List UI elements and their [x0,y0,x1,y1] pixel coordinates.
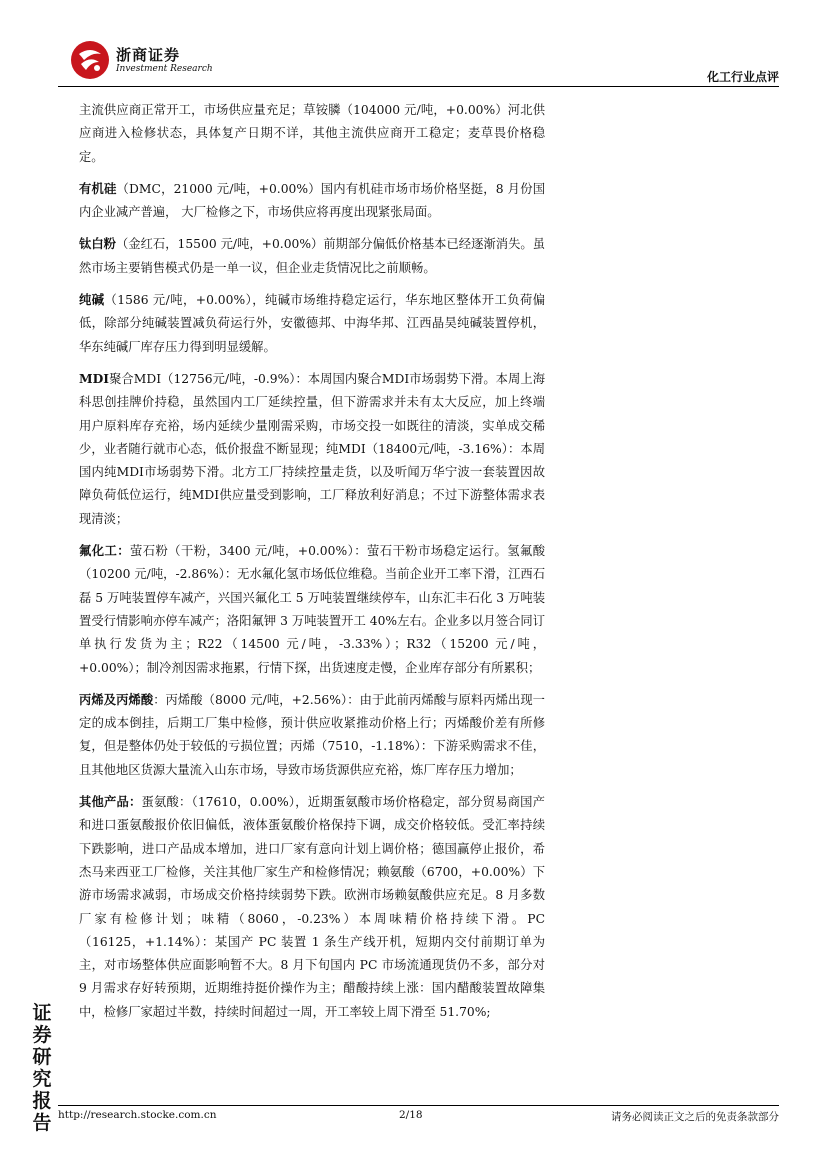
brand-name-en: Investment Research [116,64,213,74]
paragraph-text: （金红石，15500 元/吨，+0.00%）前期部分偏低价格基本已经逐渐消失。虽然市场主要销售模式仍是一单一议，但企业走货情况比之前顺畅。 [79,237,545,275]
zheshang-logo-icon [70,40,110,80]
report-body [79,98,545,1032]
paragraph-text: 主流供应商正常开工，市场供应量充足；草铵膦（104000 元/吨，+0.00%）河北供应商进入检修状态，具体复产日期不详，其他主流供应商开工稳定；麦草畏价格稳定。 [79,103,545,164]
report-type-label: 化工行业点评 [706,70,779,84]
paragraph-term: 有机硅 [79,180,117,196]
footer-disclaimer: 请务必阅读正文之后的免责条款部分 [611,1111,779,1123]
paragraph-silicone [79,177,545,225]
side-label-char: 报 [32,1090,52,1112]
paragraph-propylene [79,688,545,782]
paragraph-titanium-dioxide [79,232,545,280]
paragraph-term: 氟化工： [79,543,131,559]
side-label [30,1002,54,1134]
paragraph-text: （DMC，21000 元/吨，+0.00%）国内有机硅市场市场价格坚挺，8 月份国内企业减产普遍， 大厂检修之下，市场供应将再度出现紧张局面。 [79,181,545,220]
paragraph-term: MDI [79,370,110,386]
brand-name-cn: 浙商证券 [116,46,181,64]
paragraph-other-products [79,790,545,1024]
paragraph-text: 蛋氨酸：（17610，0.00%），近期蛋氨酸市场价格稳定，部分贸易商国产和进口蛋氨酸报价依旧偏低，液体蛋氨酸价格保持下调，成交价格较低。受汇率持续下跌影响，进口产品成本增加，进口厂家有意向计划上调价格；德国赢停止报价，希杰马来西亚工厂检修，关注其他厂家生产和检修情况；赖氨酸（6700，+0.00%）下游市场需求减弱，市场成交价格持续弱势下跌。欧洲市场赖氨酸供应充足。8 月多数厂家有检修计划；味精（8060，-0.23%）本周味精价格持续下滑。PC（16125，+1.14%）：某国产 PC 装置 1 条生产线开机，短期内交付前期订单为主，对市场整体供应面影响暂不大。8 月下旬国内 PC 市场流通现货仍不多，部分对 9 月需求存好转预期，近期维持挺价操作为主；醋酸持续上涨：国内醋酸装置故障集中，检修厂家超过半数，持续时间超过一周，开工率较上周下滑至 51.70%; [79,795,545,1019]
page-number: 2/18 [399,1109,423,1121]
header-divider [58,86,779,87]
paragraph-term: 丙烯及丙烯酸 [79,691,154,707]
paragraph-soda-ash [79,288,545,359]
paragraph-term: 钛白粉 [79,236,116,252]
paragraph-term: 纯碱 [79,292,105,308]
page-header [0,0,827,90]
paragraph-fluorochemical [79,539,545,680]
paragraph-mdi [79,367,545,531]
paragraph-herbicide [79,98,545,169]
side-label-char: 告 [32,1112,52,1134]
paragraph-text: 聚合MDI（12756元/吨，-0.9%）：本周国内聚合MDI市场弱势下滑。本周上海科思创挂牌价持稳，虽然国内工厂延续控量，但下游需求并未有太大反应，加上终端用户原料库存充裕，场内延续少量刚需采购，市场交投一如既往的清淡，实单成交稀少，业者随行就市心态，低价报盘不断显现；纯MDI（18400元/吨，-3.16%）：本周国内纯MDI市场弱势下滑。北方工厂持续控量走货，以及听闻万华宁波一套装置因故障负荷低位运行，纯MDI供应量受到影响，工厂释放利好消息；不过下游整体需求表现清淡； [79,371,545,526]
side-label-char: 究 [32,1068,52,1090]
footer-divider [58,1105,779,1106]
paragraph-term: 其他产品： [79,794,142,810]
paragraph-text: ：丙烯酸（8000 元/吨，+2.56%）：由于此前丙烯酸与原料丙烯出现一定的成本倒挂，后期工厂集中检修，预计供应收紧推动价格上行；丙烯酸价差有所修复，但是整体仍处于较低的亏损位置；丙烯（7510，-1.18%）：下游采购需求不佳，且其他地区货源大量流入山东市场，导致市场货源供应充裕，炼厂库存压力增加； [79,692,545,777]
paragraph-text: （1586 元/吨，+0.00%），纯碱市场维持稳定运行，华东地区整体开工负荷偏低，除部分纯碱装置减负荷运行外，安徽德邦、中海华邦、江西晶昊纯碱装置停机，华东纯碱厂库存压力得到明显缓解。 [79,293,545,354]
paragraph-text: 萤石粉（干粉，3400 元/吨，+0.00%）：萤石干粉市场稳定运行。氢氟酸（10200 元/吨，-2.86%）：无水氟化氢市场低位维稳。当前企业开工率下滑，江西石磊 5 万吨装置停车减产，兴国兴氟化工 5 万吨装置继续停车，山东汇丰石化 3 万吨装置受行情影响亦停车减产；洛阳氟钾 3 万吨装置开工 40%左右。企业多以月签合同订单执行发货为主；R22（14500 元/吨，-3.33%）；R32（15200 元/吨，+0.00%）；制冷剂因需求拖累，行情下探，出货速度走慢，企业库存部分有所累积； [79,544,545,675]
side-label-char: 证 [32,1002,52,1024]
side-label-char: 研 [32,1046,52,1068]
side-label-char: 券 [32,1024,52,1046]
footer-url-link[interactable]: http://research.stocke.com.cn [58,1109,217,1121]
